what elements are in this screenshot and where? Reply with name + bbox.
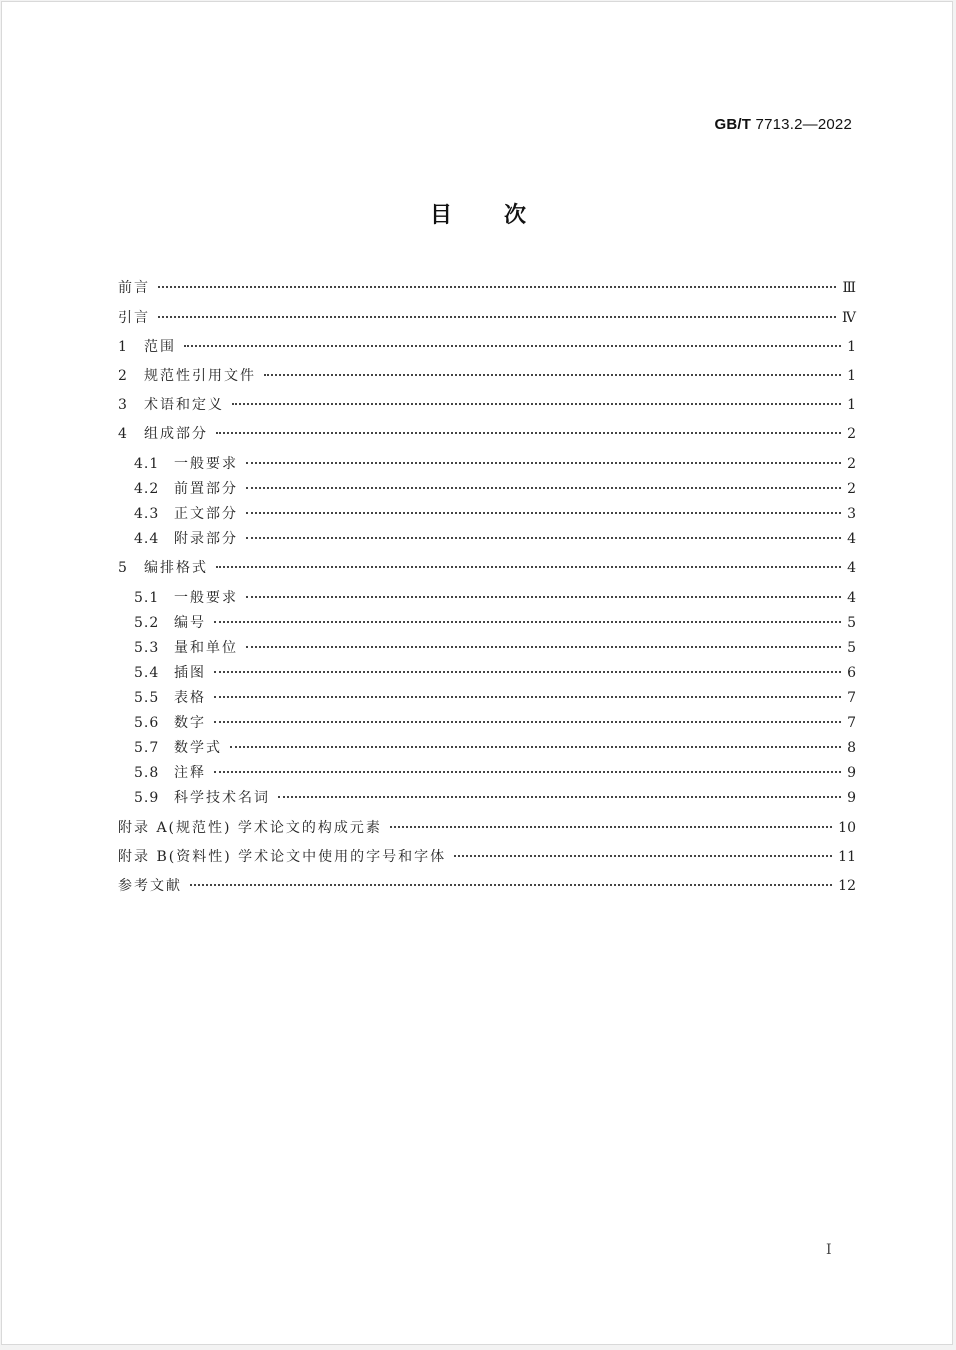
toc-entry-page: 2 xyxy=(847,481,856,497)
toc-entry-page: Ⅳ xyxy=(842,310,856,326)
toc-entry-title: 编号 xyxy=(174,615,206,631)
toc-entry[interactable] xyxy=(134,503,856,525)
toc-entry-number: 5.2 xyxy=(134,615,160,631)
toc-entry-number: 5.1 xyxy=(134,590,160,606)
toc-entry[interactable] xyxy=(118,875,856,897)
toc-entry[interactable] xyxy=(118,277,856,299)
page-number: I xyxy=(826,1242,832,1258)
toc-entry[interactable] xyxy=(134,528,856,550)
toc-entry[interactable] xyxy=(134,453,856,475)
toc-entry-number: 4 xyxy=(118,426,128,442)
toc-entry-page: 1 xyxy=(847,339,856,355)
toc-entry-number: 5.9 xyxy=(134,790,160,806)
toc-leader-dots xyxy=(214,621,841,623)
toc-entry-number: 4.2 xyxy=(134,481,160,497)
toc-entry-page: 9 xyxy=(847,790,856,806)
toc-entry-page: 6 xyxy=(847,665,856,681)
toc-entry-number: 3 xyxy=(118,397,128,413)
toc-leader-dots xyxy=(214,721,841,723)
toc-entry-page: 12 xyxy=(838,878,856,894)
toc-entry[interactable] xyxy=(134,687,856,709)
toc-entry-title: 引言 xyxy=(118,310,150,326)
toc-entry-page: 5 xyxy=(847,615,856,631)
toc-entry-title: 科学技术名词 xyxy=(174,790,270,806)
toc-entry-title: 范围 xyxy=(144,339,176,355)
toc-leader-dots xyxy=(214,696,841,698)
toc-entry-page: 2 xyxy=(847,456,856,472)
toc-entry-number: 4.4 xyxy=(134,531,160,547)
toc-entry-number: 4.3 xyxy=(134,506,160,522)
toc-entry[interactable] xyxy=(118,846,856,868)
toc-entry-number: 5.4 xyxy=(134,665,160,681)
toc-entry-title: 附录部分 xyxy=(174,531,238,547)
toc-entry[interactable] xyxy=(118,307,856,329)
toc-entry-page: 7 xyxy=(847,690,856,706)
toc-entry[interactable] xyxy=(118,365,856,387)
toc-entry-title: 参考文献 xyxy=(118,878,182,894)
toc-entry[interactable] xyxy=(134,712,856,734)
toc-entry-title: 数学式 xyxy=(174,740,222,756)
toc-entry[interactable] xyxy=(118,423,856,445)
toc-entry[interactable] xyxy=(134,637,856,659)
toc-entry-page: 8 xyxy=(847,740,856,756)
toc-leader-dots xyxy=(264,374,841,376)
toc-entry-page: 10 xyxy=(838,820,856,836)
toc-entry-number: 1 xyxy=(118,339,128,355)
toc-entry-title: 注释 xyxy=(174,765,206,781)
toc-entry[interactable] xyxy=(134,478,856,500)
toc-leader-dots xyxy=(246,487,841,489)
toc-entry-number: 2 xyxy=(118,368,128,384)
toc-leader-dots xyxy=(246,512,841,514)
toc-entry-number: 5.5 xyxy=(134,690,160,706)
toc-leader-dots xyxy=(184,345,841,347)
toc-entry[interactable] xyxy=(134,787,856,809)
toc-entry-page: 5 xyxy=(847,640,856,656)
toc-entry-page: 4 xyxy=(847,531,856,547)
toc-entry-page: Ⅲ xyxy=(842,280,856,296)
toc-leader-dots xyxy=(390,826,832,828)
toc-leader-dots xyxy=(158,316,836,318)
toc-entry-page: 7 xyxy=(847,715,856,731)
toc-entry-page: 2 xyxy=(847,426,856,442)
toc-entry-page: 9 xyxy=(847,765,856,781)
toc-entry-number: 4.1 xyxy=(134,456,160,472)
toc-entry[interactable] xyxy=(134,662,856,684)
toc-leader-dots xyxy=(454,855,832,857)
toc-entry[interactable] xyxy=(134,587,856,609)
toc-entry-title: 附录 B(资料性) 学术论文中使用的字号和字体 xyxy=(118,849,447,865)
standard-code xyxy=(715,116,852,133)
toc-entry-title: 附录 A(规范性) 学术论文的构成元素 xyxy=(118,820,382,836)
toc-leader-dots xyxy=(216,566,841,568)
toc-entry-title: 数字 xyxy=(174,715,206,731)
toc-leader-dots xyxy=(216,432,841,434)
toc-entry-number: 5.6 xyxy=(134,715,160,731)
toc-entry-number: 5.8 xyxy=(134,765,160,781)
toc-entry[interactable] xyxy=(118,394,856,416)
toc-entry-title: 前言 xyxy=(118,280,150,296)
document-page xyxy=(1,1,953,1345)
toc-entry[interactable] xyxy=(134,762,856,784)
toc-leader-dots xyxy=(214,671,841,673)
toc-leader-dots xyxy=(214,771,841,773)
toc-entry-title: 一般要求 xyxy=(174,590,238,606)
toc-leader-dots xyxy=(246,537,841,539)
toc-entry-title: 量和单位 xyxy=(174,640,238,656)
toc-entry-title: 正文部分 xyxy=(174,506,238,522)
page-title: 目次 xyxy=(429,203,578,228)
toc-leader-dots xyxy=(246,596,841,598)
toc-entry-page: 4 xyxy=(847,560,856,576)
toc-entry-number: 5.3 xyxy=(134,640,160,656)
standard-code-prefix: GB/T xyxy=(714,116,752,133)
toc-entry[interactable] xyxy=(134,612,856,634)
toc-leader-dots xyxy=(158,286,836,288)
toc-entry-number: 5.7 xyxy=(134,740,160,756)
toc-entry-title: 插图 xyxy=(174,665,206,681)
toc-entry-page: 1 xyxy=(847,397,856,413)
toc-leader-dots xyxy=(278,796,841,798)
standard-code-number: 7713.2—2022 xyxy=(751,116,852,133)
toc-leader-dots xyxy=(232,403,841,405)
toc-entry[interactable] xyxy=(118,557,856,579)
toc-entry-title: 编排格式 xyxy=(144,560,208,576)
toc-entry[interactable] xyxy=(118,336,856,358)
toc-entry-title: 术语和定义 xyxy=(144,397,224,413)
toc-leader-dots xyxy=(246,646,841,648)
toc-entry[interactable] xyxy=(134,737,856,759)
toc-leader-dots xyxy=(246,462,841,464)
toc-entry-title: 规范性引用文件 xyxy=(144,368,256,384)
toc-entry-page: 3 xyxy=(847,506,856,522)
toc-entry-title: 前置部分 xyxy=(174,481,238,497)
toc-leader-dots xyxy=(190,884,832,886)
toc-entry-page: 1 xyxy=(847,368,856,384)
toc-leader-dots xyxy=(230,746,841,748)
toc-entry-page: 4 xyxy=(847,590,856,606)
toc-entry-number: 5 xyxy=(118,560,128,576)
toc-entry-title: 组成部分 xyxy=(144,426,208,442)
toc-entry-title: 表格 xyxy=(174,690,206,706)
toc-entry-title: 一般要求 xyxy=(174,456,238,472)
toc-entry[interactable] xyxy=(118,817,856,839)
toc-entry-page: 11 xyxy=(838,849,856,865)
